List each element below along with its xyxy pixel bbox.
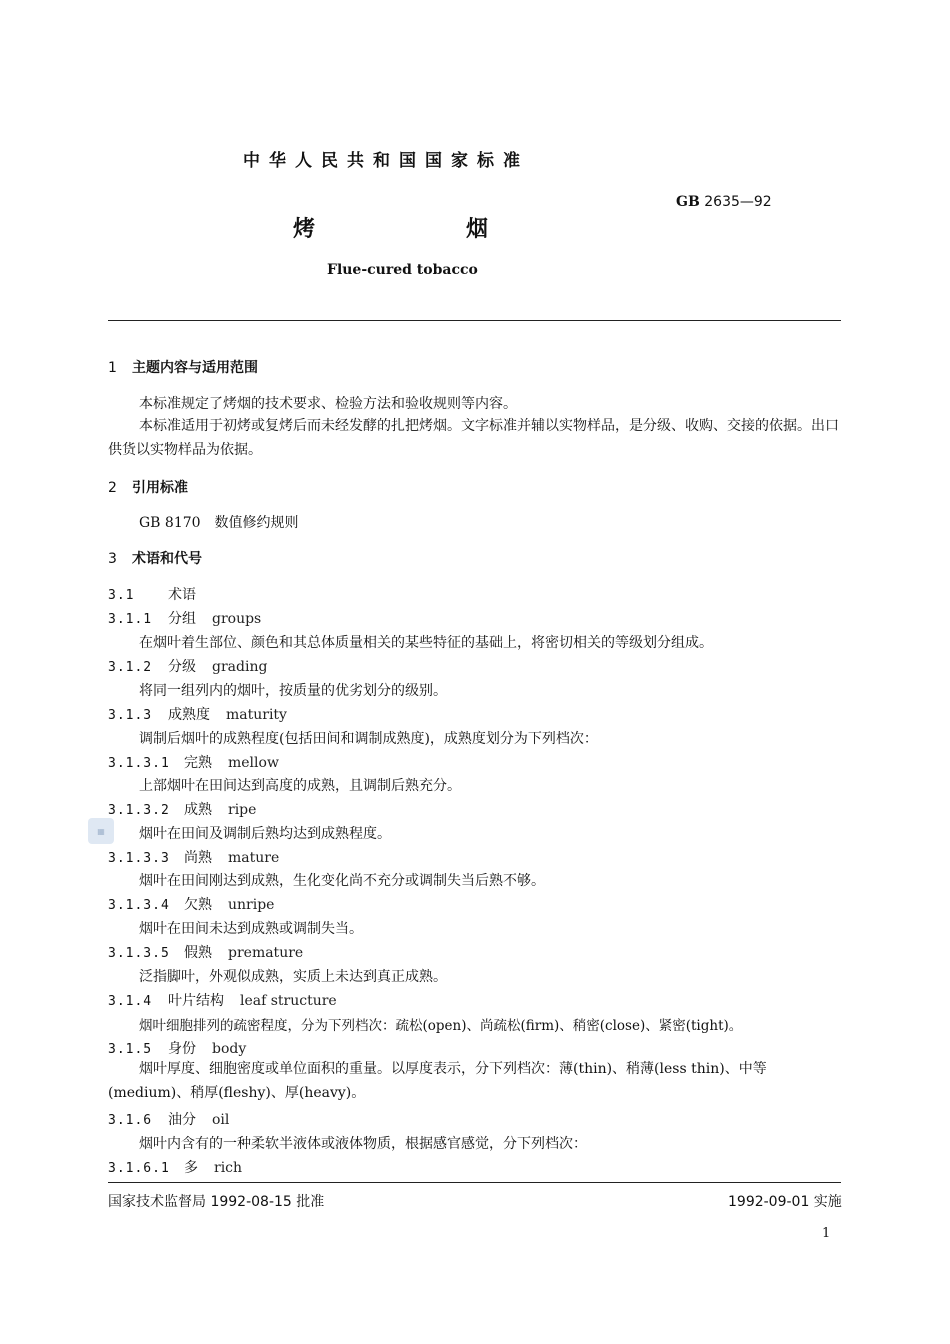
- term-number: 3.1: [108, 588, 135, 603]
- term-number: 3.1.3.5: [108, 946, 170, 961]
- term-en: grading: [212, 659, 268, 675]
- section-3-title: 术语和代号: [132, 551, 202, 567]
- title-cn-part1: 烤: [293, 217, 316, 242]
- standard-code-number: 2635—92: [704, 194, 772, 210]
- term-cn: 多: [184, 1160, 198, 1176]
- term-cn: 假熟: [184, 945, 212, 961]
- section-2-title: 引用标准: [132, 480, 188, 496]
- term-en: groups: [212, 611, 262, 627]
- section-1-para-1: 本标准规定了烤烟的技术要求、检验方法和验收规则等内容。: [139, 396, 517, 412]
- term-en: body: [212, 1041, 247, 1057]
- section-1-number: 1: [108, 360, 117, 376]
- term-row: [108, 847, 279, 867]
- national-standard-heading: 中华人民共和国国家标准: [243, 151, 529, 171]
- term-cn: 叶片结构: [168, 993, 224, 1009]
- term-number: 3.1.6: [108, 1113, 153, 1128]
- term-row: [108, 752, 279, 772]
- term-cn: 完熟: [184, 755, 212, 771]
- term-row: [108, 608, 261, 628]
- term-row: [108, 1157, 242, 1177]
- term-number: 3.1.2: [108, 660, 153, 675]
- section-2-number: 2: [108, 480, 117, 496]
- watermark-stamp-icon: ▦: [88, 818, 114, 844]
- term-number: 3.1.3.4: [108, 898, 170, 913]
- term-description: 烟叶细胞排列的疏密程度，分为下列档次：疏松(open)、尚疏松(firm)、稍密(close)、紧密(tight)。: [139, 1018, 743, 1034]
- title-cn-part2: 烟: [466, 217, 489, 242]
- term-description: 烟叶厚度、细胞密度或单位面积的重量。以厚度表示，分下列档次：薄(thin)、稍薄(less thin)、中等(medium)、稍厚(fleshy)、厚(heavy)。: [108, 1061, 767, 1101]
- term-en: mature: [228, 850, 280, 866]
- page-number: 1: [822, 1226, 831, 1241]
- term-en: unripe: [228, 897, 275, 913]
- section-3-heading: [108, 548, 202, 568]
- term-number: 3.1.3.3: [108, 851, 170, 866]
- term-en: premature: [228, 945, 304, 961]
- term-cn: 尚熟: [184, 850, 212, 866]
- section-2-heading: [108, 477, 188, 497]
- term-description: 调制后烟叶的成熟程度(包括田间和调制成熟度)，成熟度划分为下列档次：: [139, 731, 598, 747]
- term-row: [108, 656, 267, 676]
- term-cn: 术语: [168, 587, 196, 603]
- term-cn: 成熟度: [168, 707, 210, 723]
- term-cn: 油分: [168, 1112, 196, 1128]
- term-cn: 身份: [168, 1041, 196, 1057]
- term-row: [108, 1038, 246, 1058]
- term-en: leaf structure: [240, 993, 337, 1009]
- section-1-para-2: 本标准适用于初烤或复烤后而未经发酵的扎把烤烟。文字标准并辅以实物样品，是分级、收购、交接的依据。出口供货以实物样品为依据。: [108, 418, 839, 458]
- section-1-heading: [108, 357, 258, 377]
- term-row: [108, 990, 337, 1010]
- term-row: [108, 894, 274, 914]
- term-description: 上部烟叶在田间达到高度的成熟，且调制后熟充分。: [139, 778, 461, 794]
- term-description: 泛指脚叶，外观似成熟，实质上未达到真正成熟。: [139, 969, 447, 985]
- term-cn: 分组: [168, 611, 196, 627]
- term-number: 3.1.3: [108, 708, 153, 723]
- term-en: mellow: [228, 755, 279, 771]
- section-3-number: 3: [108, 551, 117, 567]
- section-2-reference: GB 8170 数值修约规则: [139, 515, 299, 531]
- standard-code: [676, 194, 772, 210]
- term-row: [108, 704, 287, 724]
- term-cn: 成熟: [184, 802, 212, 818]
- approval-date: 国家技术监督局 1992-08-15 批准: [108, 1194, 325, 1210]
- term-row: [108, 942, 303, 962]
- term-cn: 分级: [168, 659, 196, 675]
- term-en: oil: [212, 1112, 230, 1128]
- term-description: 在烟叶着生部位、颜色和其总体质量相关的某些特征的基础上，将密切相关的等级划分组成。: [139, 635, 713, 651]
- term-description: 将同一组列内的烟叶，按质量的优劣划分的级别。: [139, 683, 447, 699]
- term-number: 3.1.1: [108, 612, 153, 627]
- term-row: [108, 799, 256, 819]
- term-en: maturity: [226, 707, 287, 723]
- term-number: 3.1.4: [108, 994, 153, 1009]
- term-description: 烟叶内含有的一种柔软半液体或液体物质，根据感官感觉，分下列档次：: [139, 1136, 587, 1152]
- term-en: ripe: [228, 802, 257, 818]
- term-description: 烟叶在田间刚达到成熟，生化变化尚不充分或调制失当后熟不够。: [139, 873, 545, 889]
- term-description: 烟叶在田间未达到成熟或调制失当。: [139, 921, 363, 937]
- title-en: Flue-cured tobacco: [327, 262, 478, 278]
- term-description: 烟叶在田间及调制后熟均达到成熟程度。: [139, 826, 391, 842]
- footer-divider: [108, 1182, 841, 1183]
- header-divider: [108, 320, 841, 321]
- term-number: 3.1.3.2: [108, 803, 170, 818]
- standard-code-prefix: GB: [676, 194, 700, 210]
- term-row: [108, 1109, 229, 1129]
- term-row: [108, 584, 212, 604]
- term-en: rich: [214, 1160, 243, 1176]
- section-1-title: 主题内容与适用范围: [132, 360, 258, 376]
- term-number: 3.1.5: [108, 1042, 153, 1057]
- term-cn: 欠熟: [184, 897, 212, 913]
- term-number: 3.1.3.1: [108, 756, 170, 771]
- term-number: 3.1.6.1: [108, 1161, 170, 1176]
- implementation-date: 1992-09-01 实施: [728, 1194, 842, 1210]
